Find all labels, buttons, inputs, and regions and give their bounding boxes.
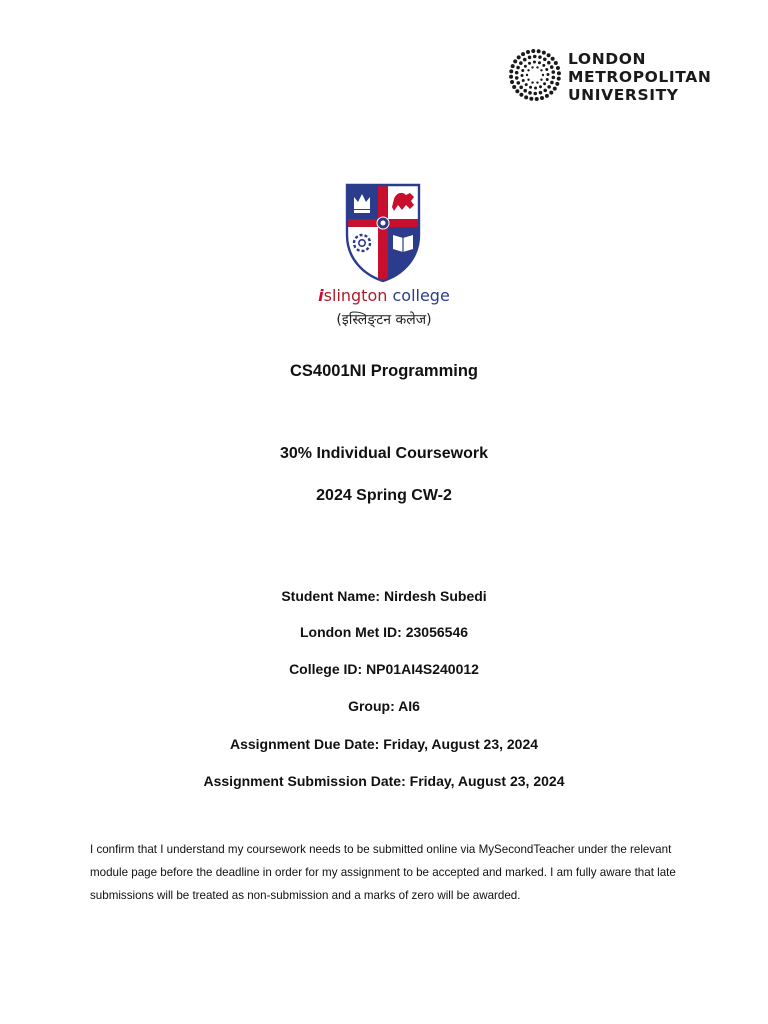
lmu-line-3: UNIVERSITY [568, 86, 679, 104]
lmu-dot [527, 69, 529, 71]
confirmation-statement: I confirm that I understand my coursework needs to be submitted online via MySecondTeacher under the relevant module page before the deadline in order for my assignment to be accepted and marked. I am fully aware that late submissions will be treated as non-submission and a marks of zero will be awarded. [90, 843, 676, 902]
lmu-dot [550, 81, 554, 85]
lmu-dot [521, 74, 524, 77]
lmu-dot [511, 64, 515, 68]
lmu-dot [525, 83, 528, 86]
lmu-dot [528, 62, 531, 65]
lmu-dot [522, 79, 525, 82]
lmu-dot [557, 77, 561, 81]
lmu-dot [527, 79, 529, 81]
due-date: Assignment Due Date: Friday, August 23, 2024 [229, 736, 539, 752]
lmu-dot [512, 85, 516, 89]
lmu-dot [531, 81, 533, 83]
islington-wordmark [300, 286, 468, 305]
lmu-dot [526, 50, 530, 54]
lmu-dot [547, 61, 551, 65]
lmu-dot [542, 51, 546, 55]
module-title: CS4001NI Programming [290, 362, 478, 380]
london-met-id: London Met ID: 23056546 [299, 624, 469, 640]
lmu-dot [550, 65, 554, 69]
student-name: Student Name: Nirdesh Subedi [281, 588, 487, 604]
lmu-dot [528, 91, 532, 95]
lmu-dot [531, 66, 533, 68]
lmu-dot [510, 80, 514, 84]
islington-brand-name: slington [323, 286, 388, 305]
lmu-dot [546, 73, 549, 76]
lmu-dot [519, 61, 523, 65]
lmu-dot [551, 70, 555, 74]
lmu-dot [542, 74, 544, 76]
lmu-dots-icon [506, 46, 564, 104]
lmu-dot [547, 53, 551, 57]
lmu-dot [521, 52, 525, 56]
lmu-dot [515, 76, 519, 80]
lmu-dot [545, 94, 549, 98]
coursework-title: 30% Individual Coursework [279, 445, 489, 462]
lmu-dot [555, 82, 559, 86]
lmu-dot [543, 82, 546, 85]
lmu-dot [543, 58, 547, 62]
lmu-dot [539, 85, 542, 88]
lmu-dot [509, 75, 513, 79]
lmu-dot [554, 61, 558, 65]
lmu-dot [553, 87, 557, 91]
lmu-dot [533, 92, 537, 96]
lmu-dot [557, 71, 561, 75]
lmu-dot [531, 49, 535, 53]
college-id: College ID: NP01AI4S240012 [289, 661, 479, 677]
coursework-subtitle: 2024 Spring CW-2 [316, 487, 452, 504]
lmu-dot [533, 55, 537, 59]
lmu-dot [545, 68, 548, 71]
lmu-dot [515, 89, 519, 93]
lmu-dot [547, 85, 551, 89]
lmu-dot [529, 97, 533, 101]
lmu-dot [539, 91, 543, 95]
lmu-dot [523, 89, 527, 93]
lmu-dot [524, 95, 528, 99]
lmu-dot [537, 49, 541, 53]
lmu-dot [526, 74, 528, 76]
lmu-dot [524, 65, 527, 68]
lmu-dot [516, 81, 520, 85]
lmu-dot [535, 97, 539, 101]
lmu-line-2: METROPOLITAN [568, 68, 712, 86]
lmu-dot [523, 58, 527, 62]
lmu-dot [536, 66, 538, 68]
islington-brand-mark: i [318, 286, 324, 305]
lmu-dot [534, 86, 537, 89]
lmu-dot [516, 66, 520, 70]
lmu-dot [519, 93, 523, 97]
lmu-line-1: LONDON [568, 50, 647, 68]
lmu-dot [533, 61, 536, 64]
lmu-dot [543, 89, 547, 93]
lmu-dot [517, 55, 521, 59]
submission-date: Assignment Submission Date: Friday, August 23, 2024 [203, 773, 565, 789]
lmu-dot [515, 71, 519, 75]
lmu-dot [528, 56, 532, 60]
lmu-dot [521, 69, 524, 72]
lmu-dot [551, 57, 555, 61]
islington-brand-college: college [392, 286, 450, 305]
lmu-dot [519, 86, 523, 90]
islington-nepali-name: (इस्लिङ्टन कलेज) [336, 312, 432, 328]
islington-crest-icon [344, 183, 422, 283]
lmu-wordmark [568, 50, 711, 104]
lmu-dot [538, 61, 541, 64]
lmu-dot [552, 76, 556, 80]
lmu-dot [540, 79, 542, 81]
lmu-dot [540, 96, 544, 100]
lmu-dot [556, 66, 560, 70]
lmu-logo [506, 46, 726, 108]
lmu-dot [549, 91, 553, 95]
lmu-dot [546, 78, 549, 81]
lmu-dot [538, 55, 542, 59]
lmu-dot [536, 81, 538, 83]
lmu-dot [513, 59, 517, 63]
lmu-dot [509, 69, 513, 73]
group: Group: AI6 [348, 698, 420, 714]
lmu-dot [529, 86, 532, 89]
lmu-dot [540, 69, 542, 71]
lmu-dot [542, 64, 545, 67]
